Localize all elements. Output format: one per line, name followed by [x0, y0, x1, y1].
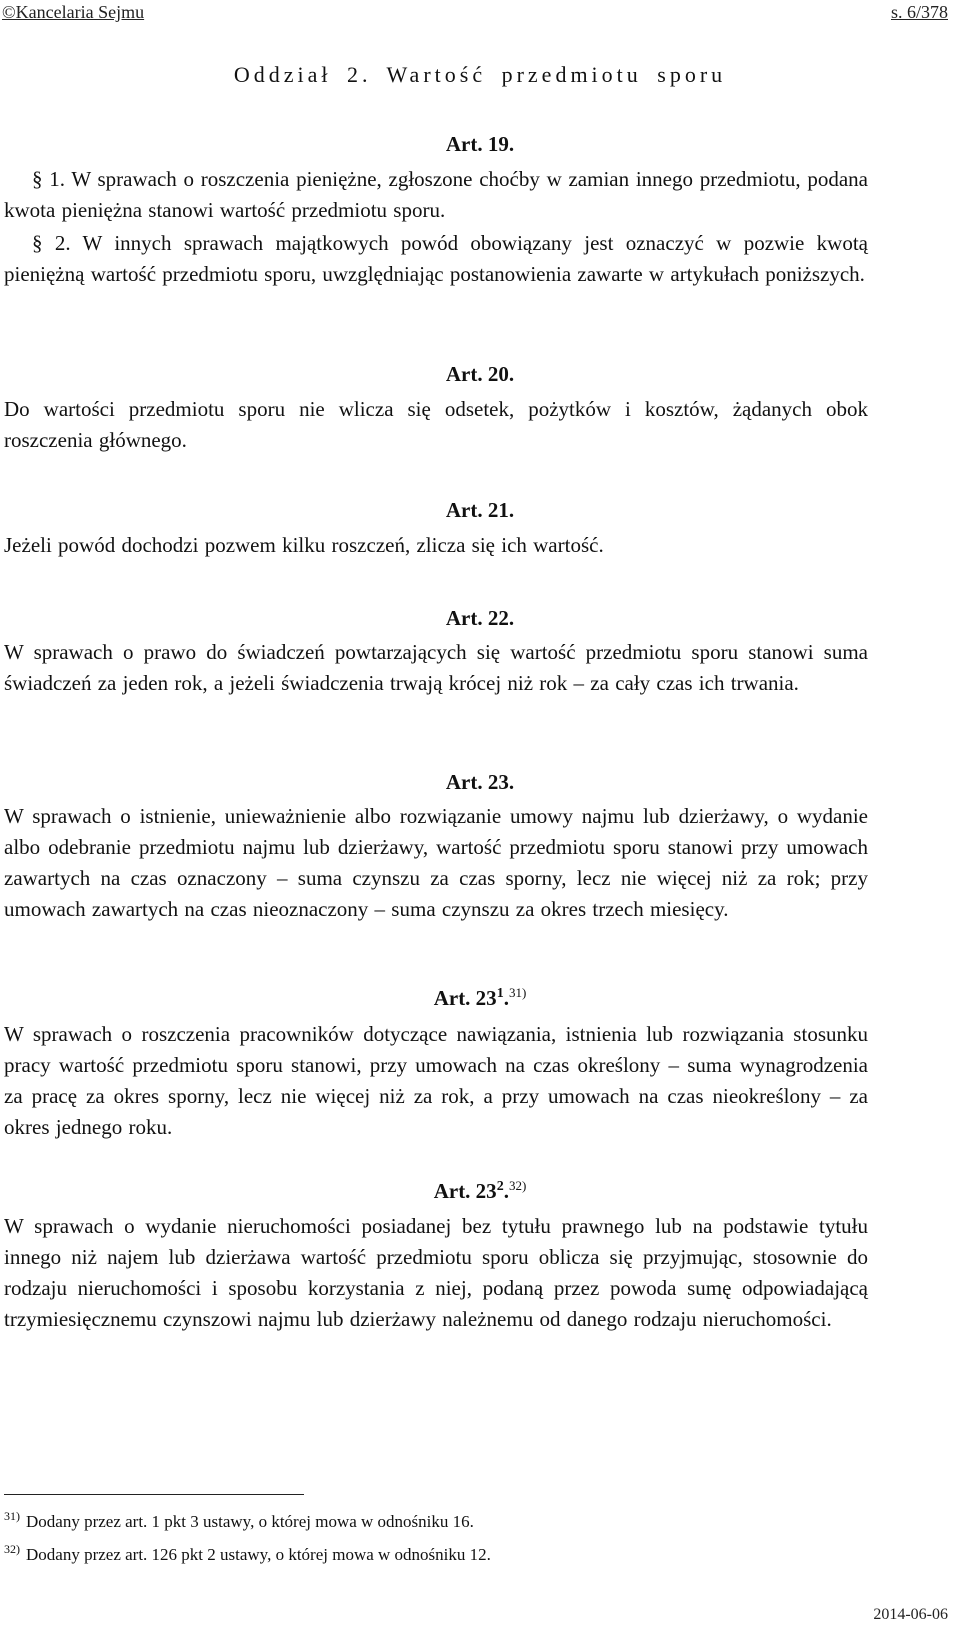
- footnote-ref-32[interactable]: 32): [508, 1178, 527, 1193]
- footnote-31: [4, 1509, 474, 1532]
- art-20-text: Do wartości przedmiotu sporu nie wlicza się odsetek, pożytków i kosztów, żądanych obok roszczenia głównego.: [4, 397, 868, 452]
- art-23-1-heading: [0, 986, 960, 1011]
- art-23-text: W sprawach o istnienie, unieważnienie albo rozwiązanie umowy najmu lub dzierżawy, o wydanie albo odebranie przedmiotu najmu lub dzierżawy, wartość przedmiotu sporu stanowi przy umowach zawartych na czas oznaczony – suma czynszu za czas sporny, lecz nie więcej niż za rok; przy umowach zawartych na czas nieoznaczony – suma czynszu za okres trzech miesięcy.: [4, 804, 868, 921]
- footnote-32-number: 32): [4, 1542, 20, 1557]
- art-23-1-dot: .: [503, 986, 509, 1010]
- footnote-31-text: Dodany przez art. 1 pkt 3 ustawy, o której mowa w odnośniku 16.: [26, 1512, 474, 1531]
- art-20-heading: Art. 20.: [445, 362, 515, 386]
- art-21-heading: Art. 21.: [445, 498, 515, 522]
- art-19-paragraph-2: § 2. W innych sprawach majątkowych powód obowiązany jest oznaczyć w pozwie kwotą pieniężną wartość przedmiotu sporu, uwzględniając postanowienia zawarte w artykułach poniższych.: [4, 231, 868, 286]
- footnote-32: [4, 1542, 491, 1565]
- art-23-2-dot: .: [503, 1179, 509, 1203]
- art-23-2-number: Art. 23: [433, 1179, 497, 1203]
- footnote-31-number: 31): [4, 1509, 20, 1524]
- art-23-1-number: Art. 23: [433, 986, 497, 1010]
- page-header: [2, 2, 948, 23]
- art-22-text: W sprawach o prawo do świadczeń powtarzających się wartość przedmiotu sporu stanowi suma świadczeń za jeden rok, a jeżeli świadczenia trwają krócej niż rok – za cały czas ich trwania.: [4, 640, 868, 695]
- footnote-ref-31[interactable]: 31): [508, 985, 527, 1000]
- footnote-32-text: Dodany przez art. 126 pkt 2 ustawy, o której mowa w odnośniku 12.: [26, 1545, 491, 1564]
- section-title: Oddział 2. Wartość przedmiotu sporu: [233, 62, 727, 87]
- art-23-2-superscript: 2: [496, 1179, 504, 1194]
- art-21-text: Jeżeli powód dochodzi pozwem kilku roszczeń, zlicza się ich wartość.: [4, 533, 604, 557]
- art-23-1-superscript: 1: [496, 986, 504, 1001]
- art-23-2-heading: [0, 1179, 960, 1204]
- art-19-paragraph-1: § 1. W sprawach o roszczenia pieniężne, zgłoszone choćby w zamian innego przedmiotu, podana kwota pieniężna stanowi wartość przedmiotu sporu.: [4, 167, 868, 222]
- art-22-heading: Art. 22.: [445, 606, 515, 630]
- art-23-heading: Art. 23.: [445, 770, 515, 794]
- art-23-2-text: W sprawach o wydanie nieruchomości posiadanej bez tytułu prawnego lub na podstawie tytułu innego niż najem lub dzierżawa wartość przedmiotu sporu oblicza się przyjmując, stosownie do rodzaju nieruchomości i sposobu korzystania z niej, podaną przez powoda sumę odpowiadającą trzymiesięcznemu czynszowi najmu lub dzierżawy należnemu od danego rodzaju nieruchomości.: [4, 1214, 868, 1331]
- art-23-1-text: W sprawach o roszczenia pracowników dotyczące nawiązania, istnienia lub rozwiązania stosunku pracy wartość przedmiotu sporu stanowi, przy umowach na czas określony – suma wynagrodzenia za pracę za okres sporny, lecz nie więcej niż za rok, a przy umowach na czas nieokreślony – za okres jednego roku.: [4, 1022, 868, 1139]
- footnote-separator: [4, 1494, 304, 1495]
- art-19-heading: Art. 19.: [445, 132, 515, 156]
- page-number: s. 6/378: [890, 2, 948, 22]
- publisher-label: ©Kancelaria Sejmu: [2, 2, 145, 22]
- footer-date: 2014-06-06: [873, 1606, 948, 1623]
